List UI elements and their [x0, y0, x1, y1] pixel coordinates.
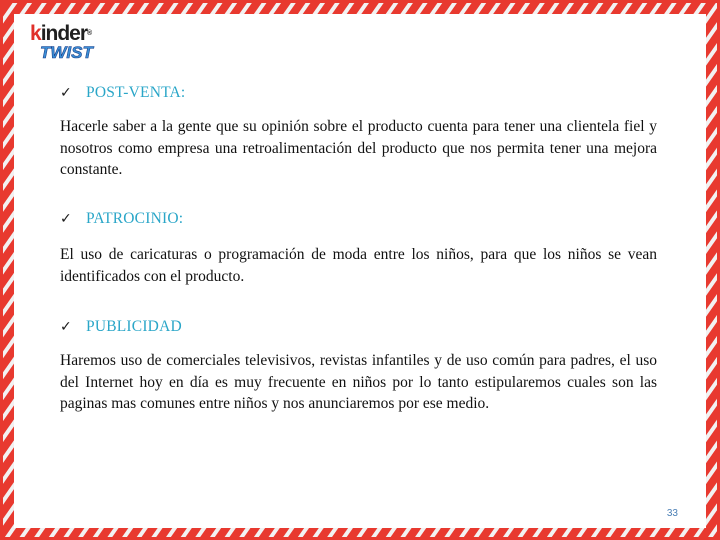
logo-k-letter: k [30, 22, 41, 45]
check-mark-icon: ✓ [60, 211, 72, 227]
section-heading-patrocinio [60, 208, 183, 230]
section-heading-text: PUBLICIDAD [86, 318, 182, 335]
section-heading-publicidad [60, 316, 182, 338]
logo-registered-mark: ® [87, 30, 93, 37]
section-body-post-venta: Hacerle saber a la gente que su opinión sobre el producto cuenta para tener una clientela fiel y nosotros como empresa una retroalimentación del producto que nos permita tener una mejora constante. [60, 118, 657, 178]
section-heading-text: POST-VENTA: [86, 84, 186, 101]
check-mark-icon: ✓ [60, 319, 72, 335]
section-heading-text: PATROCINIO: [86, 210, 184, 227]
kinder-twist-logo [30, 22, 102, 66]
section-heading-post-venta [60, 82, 185, 104]
logo-twist-wordmark: TWIST [40, 43, 93, 62]
check-mark-icon: ✓ [60, 85, 72, 101]
section-body-patrocinio: El uso de caricaturas o programación de moda entre los niños, para que los niños se vean identificados con el producto. [60, 246, 657, 285]
section-body-publicidad: Haremos uso de comerciales televisivos, revistas infantiles y de uso común para padres, el uso del Internet hoy en día es muy frecuente en niños por lo tanto estipularemos cuales son las paginas mas comunes entre niños y nos anunciaremos por ese medio. [60, 352, 657, 412]
page-number: 33 [666, 508, 678, 519]
logo-inder-text: inder [40, 22, 88, 45]
